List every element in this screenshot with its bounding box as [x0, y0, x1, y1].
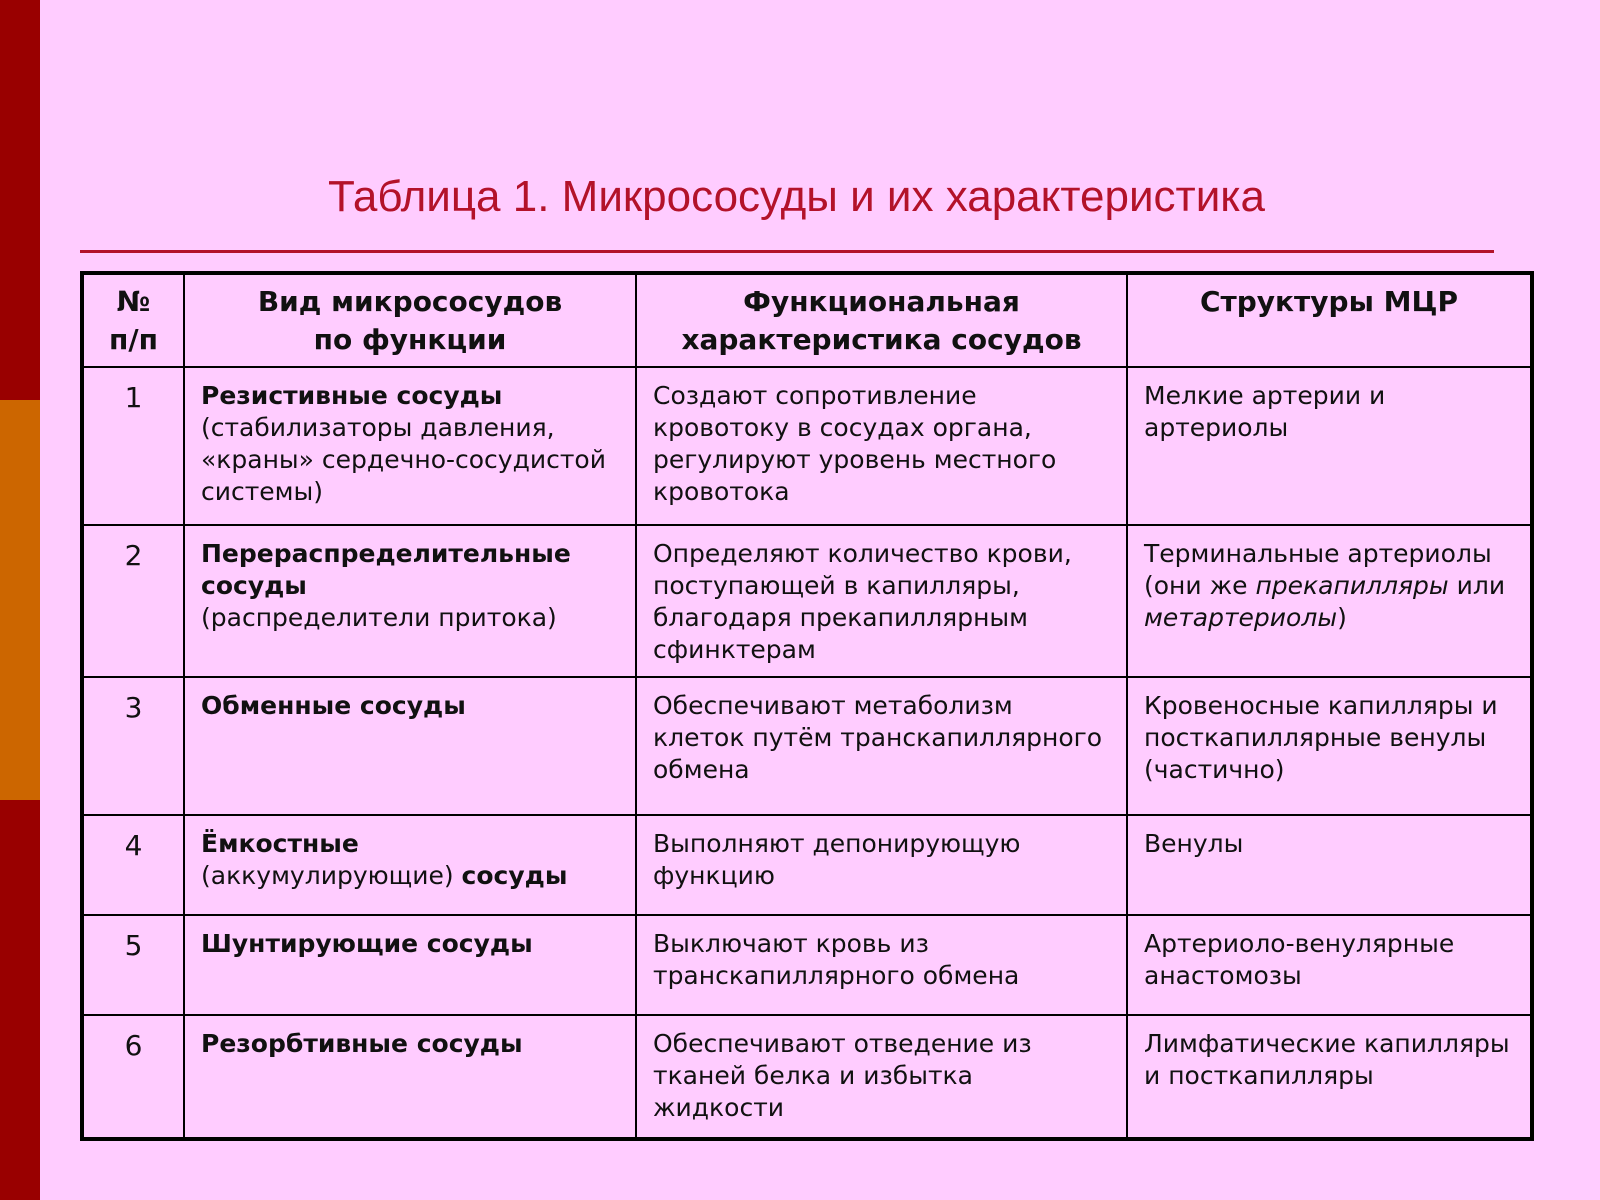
functional-characteristic: Выполняют депонирующую функцию	[636, 815, 1127, 915]
header-func	[636, 273, 1127, 367]
table-row	[82, 677, 1532, 815]
row-number: 4	[82, 815, 184, 915]
row-number: 6	[82, 1015, 184, 1139]
vessel-type	[184, 367, 636, 525]
header-func-line1: Функциональная	[743, 285, 1020, 318]
mcr-structures: Мелкие артерии и артериолы	[1127, 367, 1532, 525]
side-bar-bottom	[0, 800, 40, 1200]
vessel-type-name: Шунтирующие сосуды	[201, 929, 533, 958]
table-row	[82, 915, 1532, 1015]
functional-characteristic: Создают сопротивление кровотоку в сосудах органа, регулируют уровень местного кровотока	[636, 367, 1127, 525]
vessel-type-name: Перераспределительные сосуды	[201, 539, 571, 600]
row-number: 2	[82, 525, 184, 677]
vessel-type	[184, 677, 636, 815]
row-number: 3	[82, 677, 184, 815]
table-row	[82, 1015, 1532, 1139]
slide-title: Таблица 1. Микрососуды и их характеристика	[328, 172, 1265, 221]
mcr-structures	[1127, 525, 1532, 677]
vessel-type	[184, 815, 636, 915]
vessel-type-name: Обменные сосуды	[201, 691, 466, 720]
vessel-type	[184, 1015, 636, 1139]
table-row	[82, 815, 1532, 915]
mcr-structures: Кровеносные капилляры и посткапиллярные венулы (частично)	[1127, 677, 1532, 815]
row-number: 1	[82, 367, 184, 525]
functional-characteristic: Определяют количество крови, поступающей в капилляры, благодаря прекапиллярным сфинктерам	[636, 525, 1127, 677]
vessel-type-note: (стабилизаторы давления, «краны» сердечно-сосудистой системы)	[201, 413, 606, 506]
side-bar-top	[0, 0, 40, 400]
vessel-type	[184, 525, 636, 677]
header-struct: Структуры МЦР	[1127, 273, 1532, 367]
header-num-line1: №	[116, 285, 151, 318]
struct-text-e: )	[1337, 603, 1347, 632]
vessel-type-note: (распределители притока)	[201, 603, 557, 632]
header-func-line2: характеристика сосудов	[681, 323, 1082, 356]
vessel-type-name: Резистивные сосуды	[201, 381, 503, 410]
mcr-structures: Лимфатические капилляры и посткапилляры	[1127, 1015, 1532, 1139]
functional-characteristic: Обеспечивают отведение из тканей белка и избытка жидкости	[636, 1015, 1127, 1139]
title-rule	[80, 250, 1494, 253]
table-row	[82, 525, 1532, 677]
vessel-type	[184, 915, 636, 1015]
microvessels-table	[80, 271, 1534, 1141]
row-number: 5	[82, 915, 184, 1015]
header-row	[82, 273, 1532, 367]
mcr-structures: Артериоло-венулярные анастомозы	[1127, 915, 1532, 1015]
functional-characteristic: Обеспечивают метаболизм клеток путём транскапиллярного обмена	[636, 677, 1127, 815]
side-bar-middle	[0, 400, 40, 800]
header-type	[184, 273, 636, 367]
header-num	[82, 273, 184, 367]
vessel-type-name-suffix: сосуды	[461, 861, 568, 890]
vessel-type-name: Ёмкостные	[201, 829, 359, 858]
header-num-line2: п/п	[109, 323, 158, 356]
header-type-line1: Вид микрососудов	[257, 285, 563, 318]
functional-characteristic: Выключают кровь из транскапиллярного обмена	[636, 915, 1127, 1015]
struct-term-precapillaries: прекапилляры	[1255, 571, 1449, 600]
vessel-type-note: (аккумулирующие)	[201, 861, 454, 890]
struct-text-c: или	[1448, 571, 1506, 600]
struct-text-a: Терминальные артериолы (они же	[1144, 539, 1492, 600]
header-type-line2: по функции	[313, 323, 507, 356]
table-row	[82, 367, 1532, 525]
struct-term-metarterioles: метартериолы	[1144, 603, 1338, 632]
mcr-structures: Венулы	[1127, 815, 1532, 915]
vessel-type-name: Резорбтивные сосуды	[201, 1029, 523, 1058]
